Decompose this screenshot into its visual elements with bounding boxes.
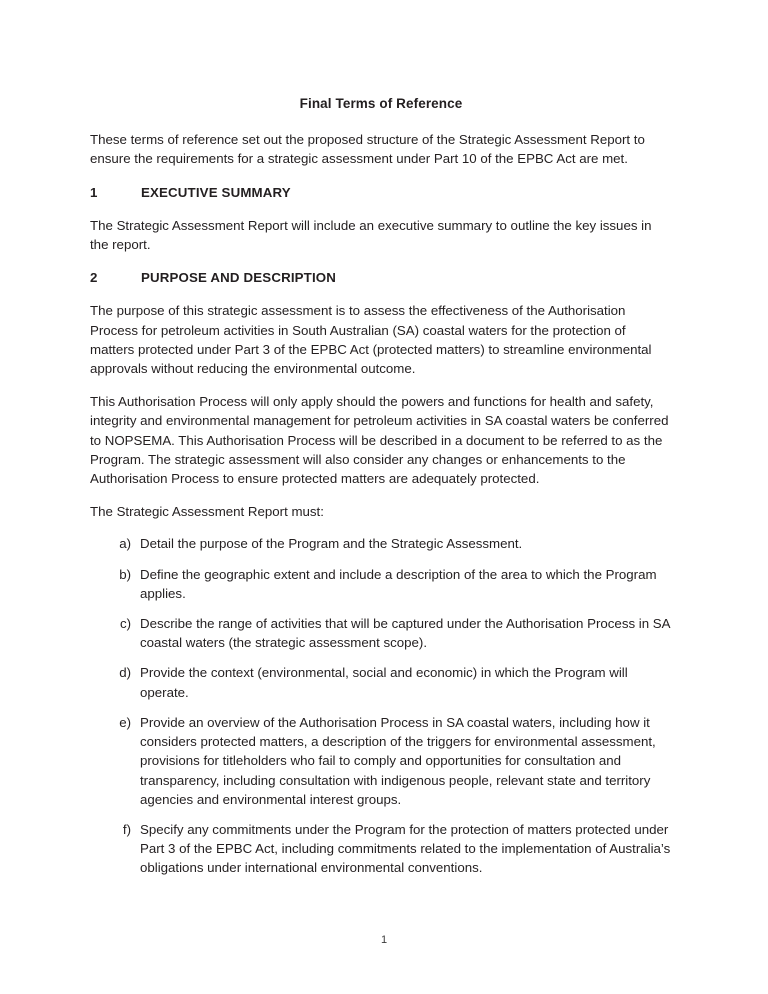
list-intro: The Strategic Assessment Report must: [90,504,324,520]
page-number: 1 [380,934,388,946]
section-number-1: 1 [90,184,98,200]
section-label-2: PURPOSE AND DESCRIPTION [141,270,337,286]
list-item [90,534,672,553]
section-heading-2 [90,268,672,287]
section-2-paragraph-1: The purpose of this strategic assessment is to assess the effectiveness of the Authorisation Process for petroleum activities in South Australian (SA) coastal waters for the protection of matters protected under Part 3 of the EPBC Act (protected matters) to streamline environmental approvals without reducing the environmental outcome. [90,303,652,377]
page-footer [0,934,768,946]
list-item-text: Detail the purpose of the Program and the Strategic Assessment. [140,536,523,552]
section-heading-1 [90,183,672,202]
list-marker: d) [119,665,131,681]
section-label-1: EXECUTIVE SUMMARY [141,184,291,200]
section-1-body: The Strategic Assessment Report will include an executive summary to outline the key issues in the report. [90,217,652,253]
list-item-text: Provide the context (environmental, social and economic) in which the Program will operate. [140,665,628,700]
list-item [90,713,672,809]
list-item-text: Provide an overview of the Authorisation Process in SA coastal waters, including how it considers protected matters, a description of the triggers for environmental assessment, provisions for titleholders who fail to comply and opportunities for consultation and transparency, including consultation with indigenous people, relevant state and territory agencies and environmental interest groups. [140,714,656,807]
list-marker: a) [119,536,131,552]
section-number-2: 2 [90,270,98,286]
list-item-text: Define the geographic extent and include a description of the area to which the Program applies. [140,566,657,601]
list-item [90,565,672,603]
list-marker: c) [119,616,131,632]
requirements-list [90,534,672,877]
list-marker: b) [119,566,131,582]
list-marker: f) [122,821,131,837]
page-title: Final Terms of Reference [299,96,463,111]
list-item-text: Describe the range of activities that will be captured under the Authorisation Process in SA coastal waters (the strategic assessment scope). [140,616,670,651]
list-marker: e) [119,714,131,730]
section-2-paragraph-2: This Authorisation Process will only apply should the powers and functions for health and safety, integrity and environmental management for petroleum activities in SA coastal waters be conferred to NOPSEMA. This Authorisation Process will be described in a document to be referred to as the Program. The strategic assessment will also consider any changes or enhancements to the Authorisation Process to ensure protected matters are adequately protected. [90,394,669,487]
list-item [90,820,672,878]
list-item [90,663,672,701]
intro-paragraph: These terms of reference set out the proposed structure of the Strategic Assessment Report to ensure the requirements for a strategic assessment under Part 10 of the EPBC Act are met. [90,132,645,167]
list-item-text: Specify any commitments under the Program for the protection of matters protected under Part 3 of the EPBC Act, including commitments related to the implementation of Australia’s obligations under international environmental conventions. [140,821,671,876]
list-item [90,614,672,652]
